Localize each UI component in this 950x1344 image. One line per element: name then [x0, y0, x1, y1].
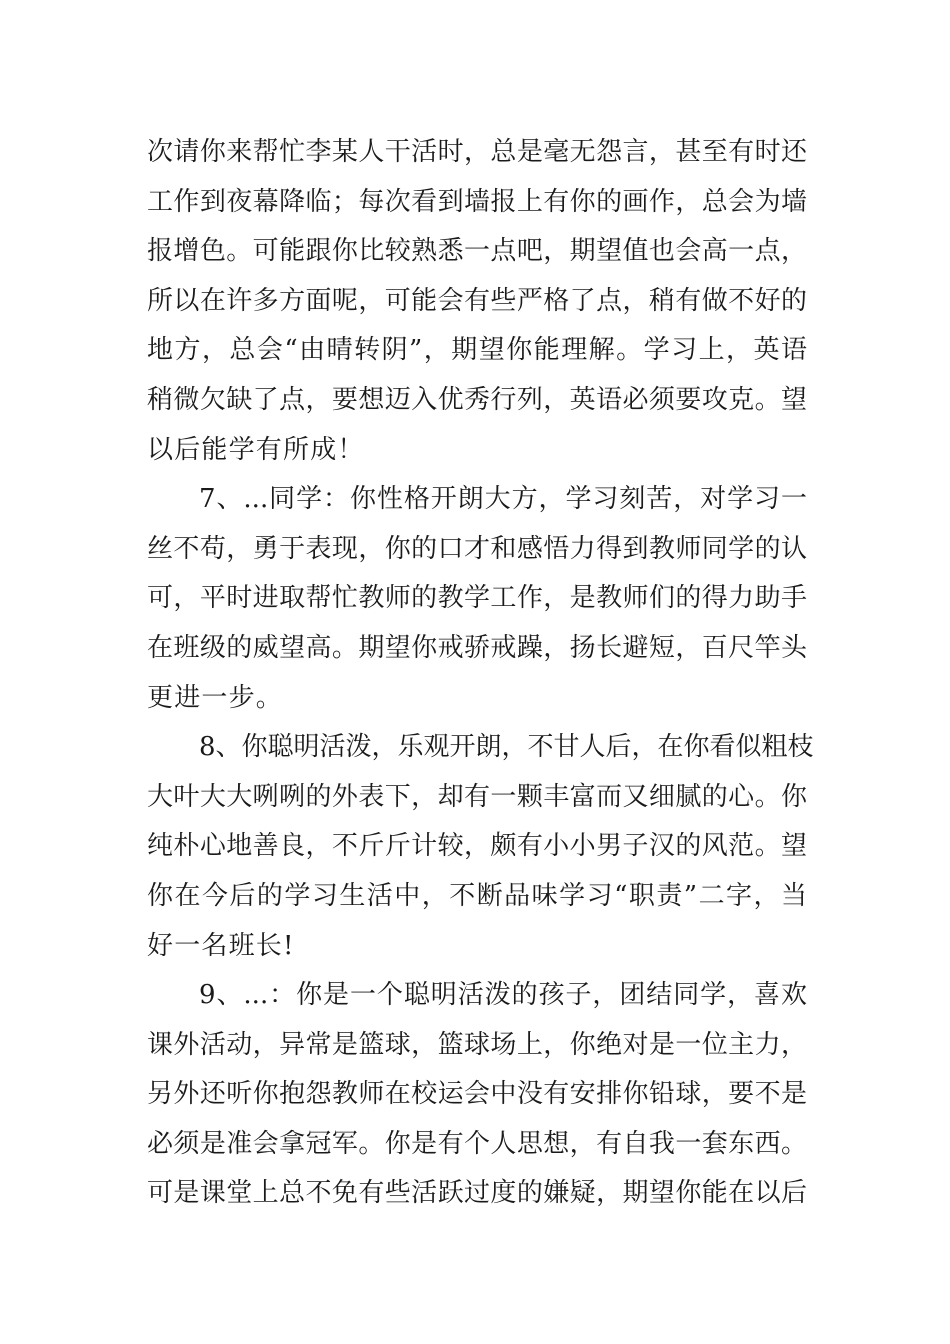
text-line: 丝不苟，勇于表现，你的口才和感悟力得到教师同学的认: [147, 533, 807, 564]
text-line: 次请你来帮忙李某人干活时，总是毫无怨言，甚至有时还: [147, 137, 807, 167]
text-line: 以后能学有所成！: [147, 434, 365, 465]
text-line: 稍微欠缺了点，要想迈入优秀行列，英语必须要攻克。望: [147, 384, 807, 415]
text-line: 可，平时进取帮忙教师的教学工作，是教师们的得力助手: [147, 583, 807, 614]
paragraph-start-line: 8、你聪明活泼，乐观开朗，不甘人后，在你看似粗枝: [199, 732, 814, 763]
text-line: 更进一步。: [147, 682, 284, 713]
text-line: 所以在许多方面呢，可能会有些严格了点，稍有做不好的: [147, 285, 807, 316]
paragraph-start-line: 9、...：你是一个聪明活泼的孩子，团结同学，喜欢: [199, 980, 807, 1011]
document-body: [147, 128, 814, 1219]
text-line: 在班级的威望高。期望你戒骄戒躁，扬长避短，百尺竿头: [147, 632, 807, 663]
text-line: 报增色。可能跟你比较熟悉一点吧，期望值也会高一点，: [147, 236, 807, 267]
text-line: 地方，总会“由晴转阴”，期望你能理解。学习上，英语: [147, 335, 807, 366]
paragraph-start-line: 7、...同学：你性格开朗大方，学习刻苦，对学习一: [199, 484, 807, 515]
text-line: 另外还听你抱怨教师在校运会中没有安排你铅球，要不是: [147, 1079, 807, 1110]
text-line: 可是课堂上总不免有些活跃过度的嫌疑，期望你能在以后: [147, 1178, 807, 1209]
text-line: 好一名班长!: [147, 930, 295, 961]
text-line: 工作到夜幕降临；每次看到墙报上有你的画作，总会为墙: [147, 186, 807, 217]
text-line: 你在今后的学习生活中，不断品味学习“职责”二字，当: [147, 880, 807, 911]
text-line: 纯朴心地善良，不斤斤计较，颇有小小男子汉的风范。望: [147, 831, 807, 862]
text-line: 大叶大大咧咧的外表下，却有一颗丰富而又细腻的心。你: [147, 781, 807, 812]
text-line: 必须是准会拿冠军。你是有个人思想，有自我一套东西。: [147, 1128, 807, 1159]
text-line: 课外活动，异常是篮球，篮球场上，你绝对是一位主力，: [147, 1029, 807, 1060]
